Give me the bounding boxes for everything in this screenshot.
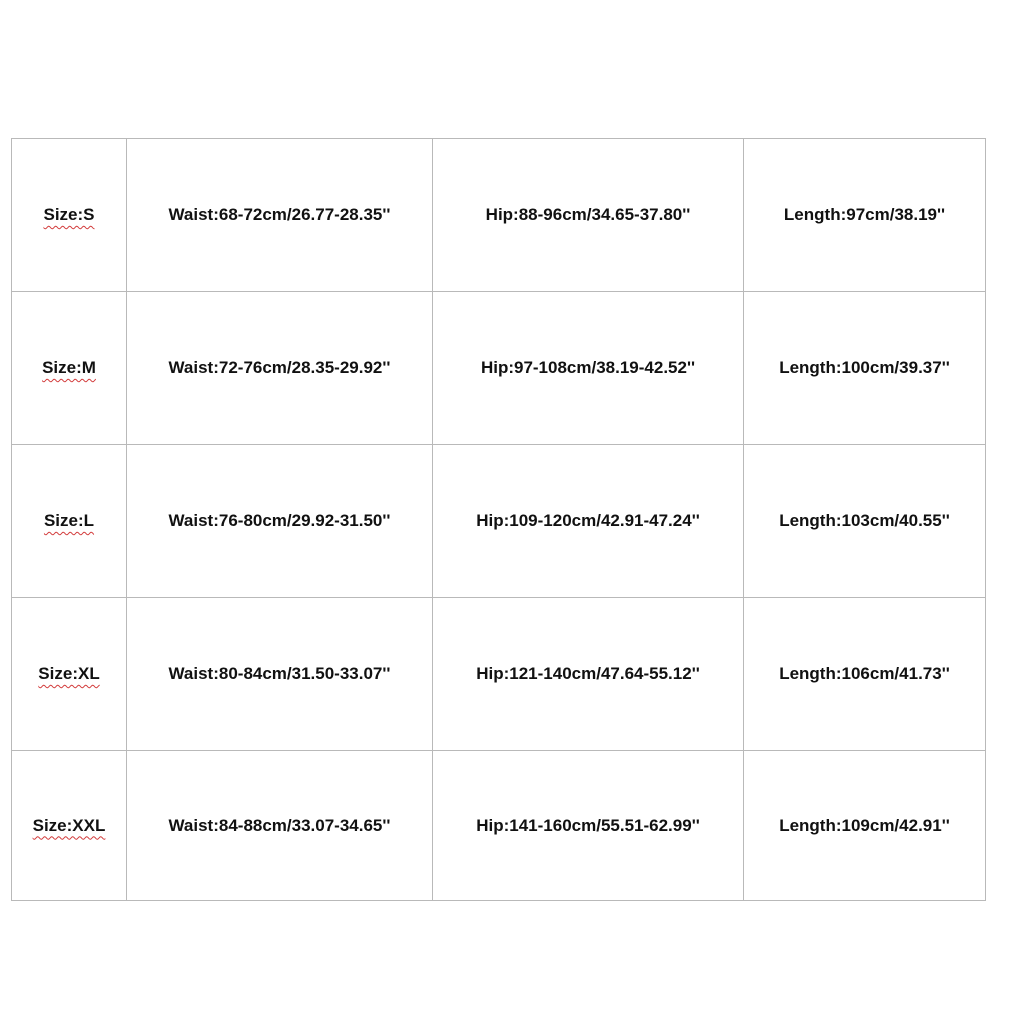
hip-cell: Hip:109-120cm/42.91-47.24'' bbox=[433, 445, 744, 598]
table-row bbox=[12, 598, 986, 751]
size-label: Size:XXL bbox=[32, 815, 106, 835]
length-cell: Length:109cm/42.91'' bbox=[744, 751, 986, 901]
hip-cell: Hip:88-96cm/34.65-37.80'' bbox=[433, 139, 744, 292]
hip-cell: Hip:141-160cm/55.51-62.99'' bbox=[433, 751, 744, 901]
table-row bbox=[12, 751, 986, 901]
length-cell: Length:97cm/38.19'' bbox=[744, 139, 986, 292]
size-label: Size:M bbox=[42, 358, 96, 377]
size-cell bbox=[12, 751, 127, 901]
size-cell bbox=[12, 139, 127, 292]
hip-cell: Hip:121-140cm/47.64-55.12'' bbox=[433, 598, 744, 751]
size-label: Size:XL bbox=[38, 664, 100, 683]
table-row bbox=[12, 139, 986, 292]
waist-cell: Waist:76-80cm/29.92-31.50'' bbox=[127, 445, 433, 598]
table-row bbox=[12, 292, 986, 445]
waist-cell: Waist:72-76cm/28.35-29.92'' bbox=[127, 292, 433, 445]
size-label: Size:S bbox=[43, 205, 95, 224]
length-cell: Length:100cm/39.37'' bbox=[744, 292, 986, 445]
waist-cell: Waist:80-84cm/31.50-33.07'' bbox=[127, 598, 433, 751]
size-chart-table bbox=[11, 138, 986, 901]
size-cell bbox=[12, 292, 127, 445]
size-cell bbox=[12, 445, 127, 598]
length-cell: Length:106cm/41.73'' bbox=[744, 598, 986, 751]
size-cell bbox=[12, 598, 127, 751]
hip-cell: Hip:97-108cm/38.19-42.52'' bbox=[433, 292, 744, 445]
table-row bbox=[12, 445, 986, 598]
length-cell: Length:103cm/40.55'' bbox=[744, 445, 986, 598]
waist-cell: Waist:84-88cm/33.07-34.65'' bbox=[127, 751, 433, 901]
size-label: Size:L bbox=[43, 511, 95, 530]
waist-cell: Waist:68-72cm/26.77-28.35'' bbox=[127, 139, 433, 292]
